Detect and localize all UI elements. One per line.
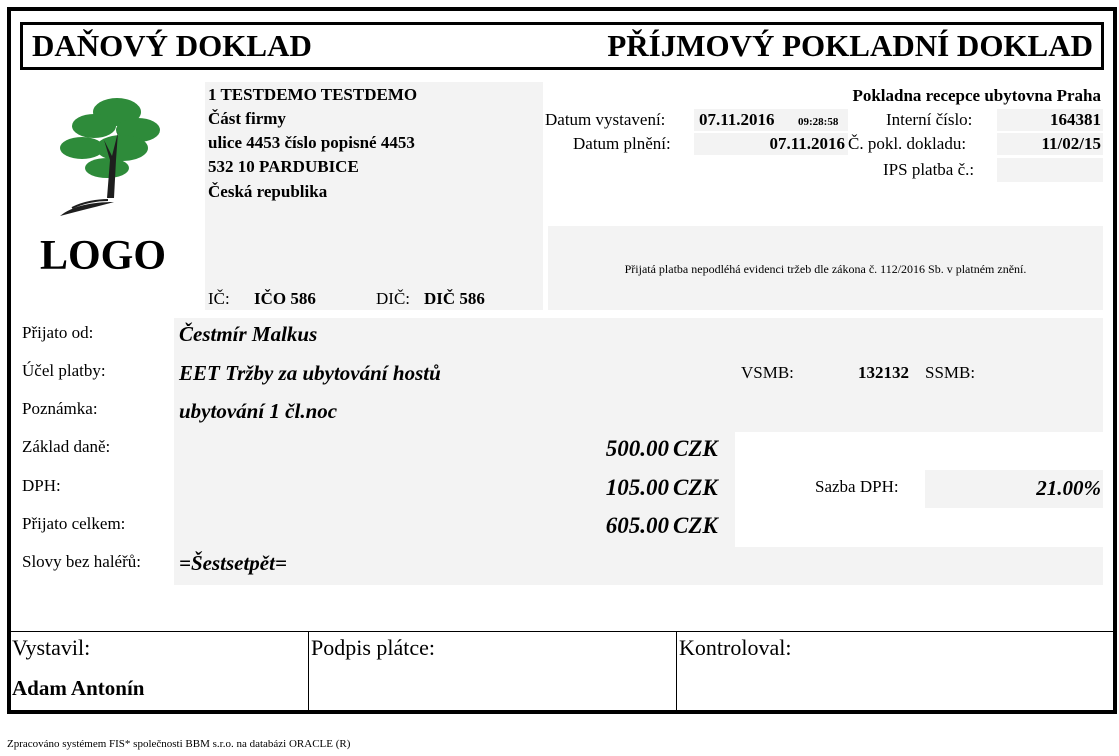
company-country: Česká republika xyxy=(208,182,328,201)
company-part: Část firmy xyxy=(208,109,286,128)
checked-by-label: Kontroloval: xyxy=(679,635,792,660)
fulfil-date-value: 07.11.2016 xyxy=(769,134,845,153)
tree-logo-icon xyxy=(52,90,172,220)
ips-label: IPS platba č.: xyxy=(883,160,975,179)
note-value: ubytování 1 čl.noc xyxy=(179,399,338,423)
cash-doc-number-label: Č. pokl. dokladu: xyxy=(848,134,967,153)
received-from-value: Čestmír Malkus xyxy=(179,322,318,346)
vsmb-label: VSMB: xyxy=(741,363,794,382)
vsmb-value: 132132 xyxy=(858,363,909,382)
eet-notice: Přijatá platba nepodléhá evidenci tržeb dle zákona č. 112/2016 Sb. v platném znění. xyxy=(624,262,1027,276)
ips-field xyxy=(997,158,1103,182)
base-currency: CZK xyxy=(673,436,718,461)
issue-date-value: 07.11.2016 xyxy=(699,110,775,129)
cash-doc-number-value: 11/02/15 xyxy=(1041,134,1101,153)
total-label: Přijato celkem: xyxy=(22,514,126,533)
dic-value: DIČ 586 xyxy=(424,289,485,308)
company-street: ulice 4453 číslo popisné 4453 xyxy=(208,133,415,152)
company-city: 532 10 PARDUBICE xyxy=(208,157,359,176)
ic-label: IČ: xyxy=(208,289,230,308)
total-amount: 605.00 xyxy=(605,513,669,538)
vat-rate-label: Sazba DPH: xyxy=(815,477,899,496)
words-field xyxy=(174,547,1103,585)
issue-time-value: 09:28:58 xyxy=(798,116,839,128)
ic-value: IČO 586 xyxy=(254,289,316,308)
fulfil-date-label: Datum plnění: xyxy=(573,134,671,153)
internal-number-label: Interní číslo: xyxy=(886,110,973,129)
signature-divider xyxy=(11,631,1113,632)
issue-date-label: Datum vystavení: xyxy=(545,110,666,129)
footer-note: Zpracováno systémem FIS* společnosti BBM s.r.o. na databázi ORACLE (R) xyxy=(7,738,351,750)
vat-label: DPH: xyxy=(22,476,61,495)
base-label: Základ daně: xyxy=(22,437,111,456)
vat-currency: CZK xyxy=(673,475,718,500)
vat-rate-value: 21.00% xyxy=(1036,476,1101,500)
logo-text: LOGO xyxy=(40,233,167,279)
purpose-label: Účel platby: xyxy=(22,361,106,380)
payer-signature-label: Podpis plátce: xyxy=(311,635,436,660)
issued-by-name: Adam Antonín xyxy=(12,676,145,700)
issued-by-label: Vystavil: xyxy=(12,635,91,660)
dic-label: DIČ: xyxy=(376,289,410,308)
received-from-label: Přijato od: xyxy=(22,323,94,342)
base-amount: 500.00 xyxy=(605,436,669,461)
ssmb-label: SSMB: xyxy=(925,363,976,382)
signature-separator-1 xyxy=(308,631,309,710)
company-name: 1 TESTDEMO TESTDEMO xyxy=(208,85,418,104)
total-currency: CZK xyxy=(673,513,718,538)
amount-in-words: =Šestsetpět= xyxy=(179,551,287,575)
tax-document-title: DAŇOVÝ DOKLAD xyxy=(32,28,312,63)
cashdesk-name: Pokladna recepce ubytovna Praha xyxy=(852,86,1101,105)
signature-separator-2 xyxy=(676,631,677,710)
purpose-value: EET Tržby za ubytování hostů xyxy=(179,361,441,385)
vat-amount: 105.00 xyxy=(605,475,669,500)
internal-number-value: 164381 xyxy=(1050,110,1101,129)
cash-receipt-title: PŘÍJMOVÝ POKLADNÍ DOKLAD xyxy=(607,28,1093,63)
words-label: Slovy bez haléřů: xyxy=(22,552,141,571)
note-label: Poznámka: xyxy=(22,399,98,418)
